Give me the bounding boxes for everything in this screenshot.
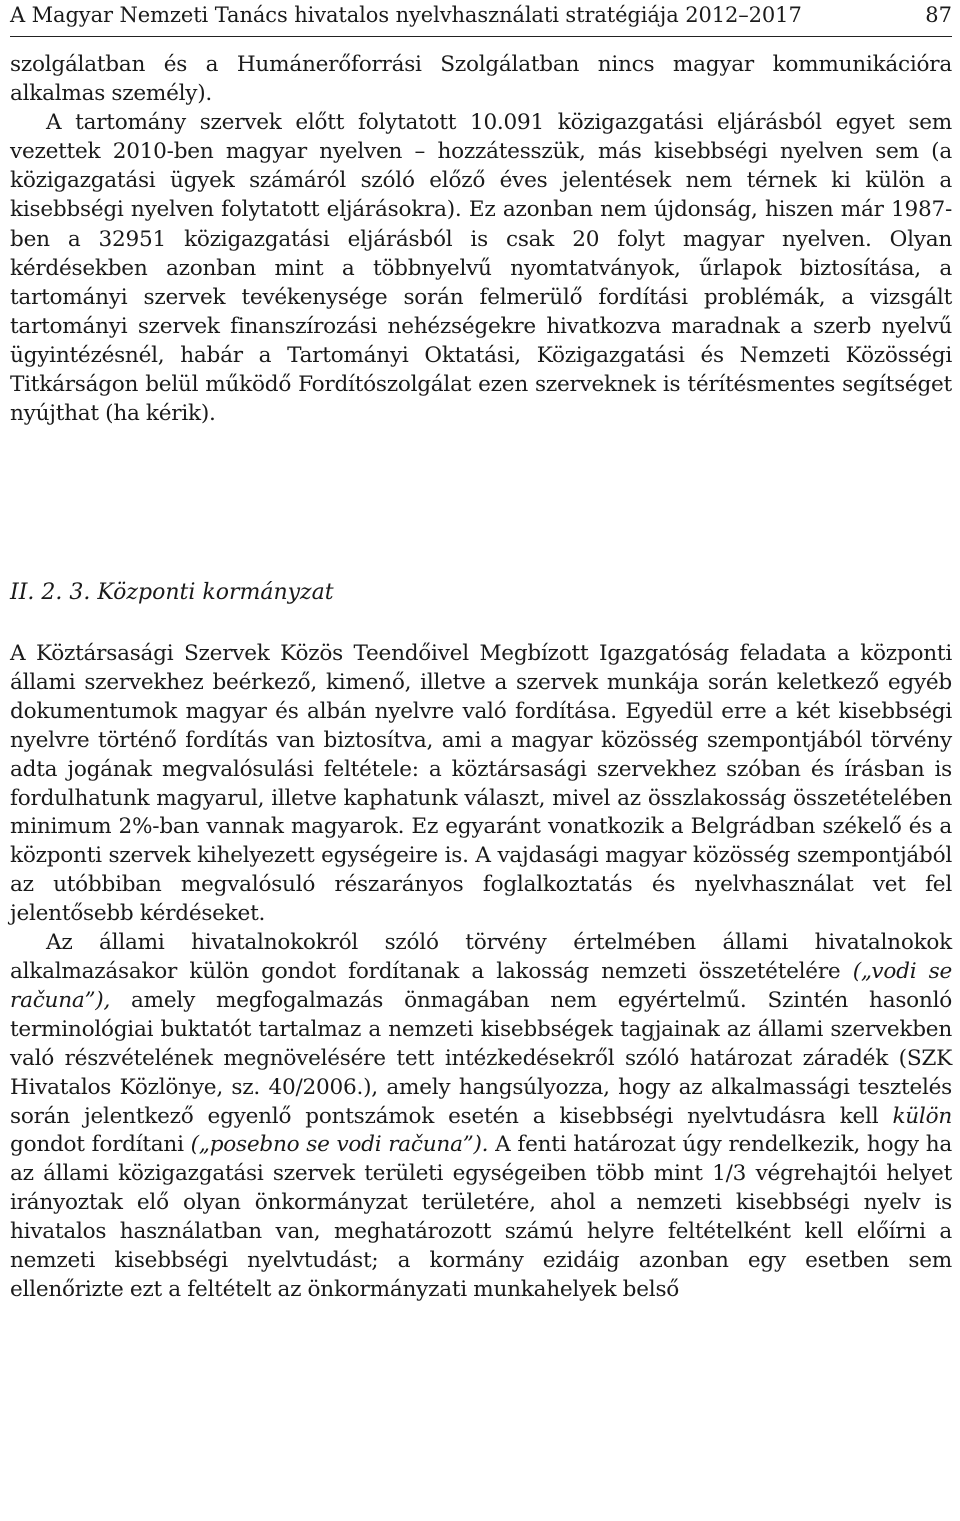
p4-part-d: A fenti határozat úgy rendelkezik, hogy ha az állami közigazgatási szervek területi egységeiben több mint 1/3 végrehajtói helyet irányoztak elő olyan önkormányzat területére, ahol a nemzeti kisebbségi nyelv is hivatalos használatban van, meghatározott számú helyre feltételként kell előírni a nemzeti kisebbségi nyelvtudást; a kormány ezidáig azonban egy esetben sem ellenőrizte ezt a feltételt az önkormányzati munkahelyek belső: [10, 1132, 952, 1302]
header-title: A Magyar Nemzeti Tanács hivatalos nyelvhasználati stratégiája 2012–2017: [10, 3, 802, 27]
section-heading: II. 2. 3. Központi kormányzat: [10, 580, 334, 605]
paragraph-3: A Köztársasági Szervek Közös Teendőivel Megbízott Igazgatóság feladata a központi állami szervekhez beérkező, kimenő, illetve a szervek munkája során keletkező egyéb dokumentumok magyar és albán nyelvre való fordítása. Egyedül erre a két kisebbségi nyelvre történő fordítás van biztosítva, ami a magyar közösség szempontjából törvény adta jogának megvalósulási feltétele: a köztársasági szervekhez szóban és írásban is fordulhatunk magyarul, illetve kaphatunk választ, mivel az összlakosság összetételében minimum 2%-ban vannak magyarok. Ez egyaránt vonatkozik a Belgrádban székelő és a központi szervek kihelyezett egységeire is. A vajdasági magyar közösség szempontjából az utóbbiban megvalósuló részarányos foglalkoztatás és nyelvhasználat vet fel jelentősebb kérdéseket.: [10, 641, 952, 927]
paragraph-1: szolgálatban és a Humánerőforrási Szolgálatban nincs magyar kommunikációra alkalmas személy).: [10, 52, 952, 107]
running-header: [10, 0, 952, 37]
page-number: 87: [925, 3, 952, 27]
p4-quote-2: („posebno se vodi računa”).: [190, 1132, 489, 1158]
paragraph-2: A tartomány szervek előtt folytatott 10.091 közigazgatási eljárásból egyet sem vezettek 2010-ben magyar nyelven – hozzátesszük, más kisebbségi nyelven sem (a közigazgatási ügyek számáról szóló előző éves jelentések nem térnek ki külön a kisebbségi nyelven folytatott eljárásokra). Ez azonban nem újdonság, hiszen már 1987-ben a 32951 közigazgatási eljárásból is csak 20 folyt magyar nyelven. Olyan kérdésekben azonban mint a többnyelvű nyomtatványok, űrlapok biztosítása, a tartományi szervek tevékenysége során felmerülő fordítási problémák, a vizsgált tartományi szervek finanszírozási nehézségekre hivatkozva maradnak a szerb nyelvű ügyintézésnél, habár a Tartományi Oktatási, Közigazgatási és Nemzeti Közösségi Titkárságon belül működő Fordítószolgálat ezen szerveknek is térítésmentes segítséget nyújthat (ha kérik).: [10, 110, 952, 427]
p4-part-c: gondot fordítani: [10, 1132, 191, 1158]
p4-emphasis-kulon: külön: [892, 1103, 952, 1129]
section-central-government: [10, 640, 952, 1305]
p4-quote-1: („vodi se računa”),: [10, 958, 952, 1013]
section-continuation: [10, 50, 952, 428]
paragraph-4: [10, 929, 952, 1305]
p4-part-b: amely megfogalmazás önmagában nem egyértelmű. Szintén hasonló terminológiai buktatót tartalmaz a nemzeti kisebbségek tagjainak az állami szervekben való részvételének megnövelésére tett intézkedésekről szóló határozat záradék (SZK Hivatalos Közlönye, sz. 40/2006.), amely hangsúlyozza, hogy az alkalmassági tesztelés során jelentkező egyenlő pontszámok esetén a kisebbségi nyelvtudásra kell: [10, 987, 952, 1129]
p4-part-a: Az állami hivatalnokokról szóló törvény értelmében állami hivatalnokok alkalmazásakor külön gondot fordítanak a lakosság nemzeti összetételére: [10, 930, 952, 984]
document-page: [10, 0, 952, 1302]
